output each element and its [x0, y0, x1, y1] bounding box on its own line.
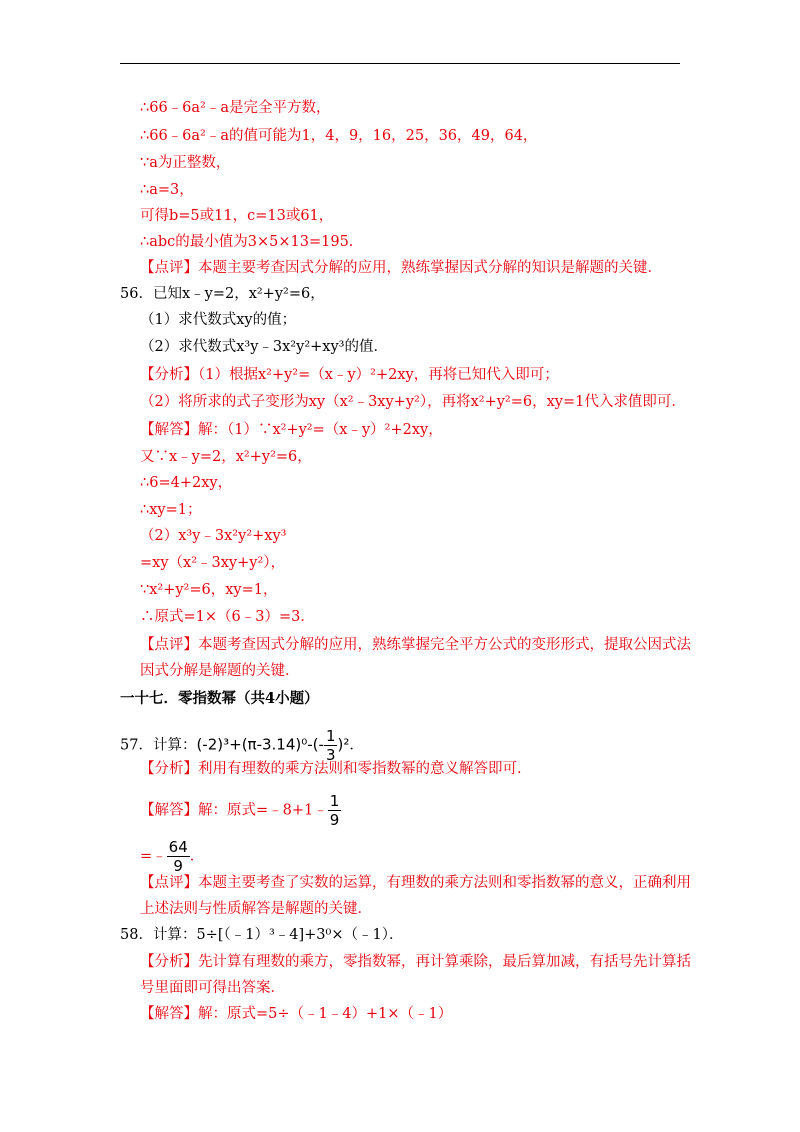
problem-57-end: ． [349, 737, 364, 754]
analysis-line: 【分析】（1）根据x²+y²=（x﹣y）²+2xy，再将已知代入即可； [140, 367, 559, 383]
solution-line: （2）x³y﹣3x²y²+xy³ [140, 528, 287, 544]
solution-line: 可得b=5或11，c=13或61， [140, 208, 334, 224]
fraction-denominator: 9 [173, 857, 183, 875]
solution-text: 【解答】解：原式=﹣8+1﹣ [140, 802, 328, 819]
analysis-line: 号里面即可得出答案． [140, 980, 285, 996]
comment-line: 【点评】本题主要考查了实数的运算，有理数的乘方法则和零指数幂的意义，正确利用 [140, 875, 691, 891]
solution-line: 【解答】解：原式=5÷（﹣1﹣4）+1×（﹣1） [140, 1006, 453, 1022]
comment-line: 因式分解是解题的关键． [140, 663, 300, 679]
solution-line: ∴66﹣6a²﹣a是完全平方数， [140, 100, 331, 116]
comment-line: 上述法则与性质解答是解题的关键． [140, 901, 372, 917]
solution-line: 【解答】解：（1）∵x²+y²=（x﹣y）²+2xy， [140, 422, 443, 438]
solution-fraction [167, 838, 190, 875]
solution-line: ∵a为正整数， [140, 155, 231, 171]
solution-line: ∴a=3， [140, 182, 194, 198]
fraction-denominator: 9 [329, 811, 340, 829]
problem-57-expression-end: )² [337, 735, 350, 754]
fraction-numerator: 1 [325, 727, 336, 745]
problem-56-part-2: （2）求代数式x³y﹣3x²y²+xy³的值． [140, 339, 388, 355]
solution-line: ∴原式=1×（6﹣3）=3． [140, 609, 315, 625]
solution-text: =﹣ [140, 848, 167, 865]
analysis-line: （2）将所求的式子变形为xy（x²﹣3xy+y²），再将x²+y²=6，xy=1代入求值即可． [140, 394, 686, 410]
problem-57-prefix: 57．计算： [120, 737, 197, 754]
solution-line: =xy（x²﹣3xy+y²）， [140, 555, 286, 571]
solution-end: ． [189, 848, 205, 865]
comment-line: 【点评】本题主要考查因式分解的应用，熟练掌握因式分解的知识是解题的关键． [140, 260, 662, 276]
solution-line: ∴xy=1； [140, 502, 202, 518]
solution-line: 又∵x﹣y=2，x²+y²=6， [140, 449, 312, 465]
fraction-denominator: 3 [325, 746, 336, 764]
fraction-numerator: 64 [168, 838, 188, 856]
analysis-line: 【分析】利用有理数的乘方法则和零指数幂的意义解答即可． [140, 761, 532, 777]
solution-line-57-a [140, 792, 341, 829]
comment-line: 【点评】本题考查因式分解的应用，熟练掌握完全平方公式的变形形式，提取公因式法 [140, 637, 691, 653]
fraction-numerator: 1 [329, 792, 340, 810]
problem-56-statement: 56．已知x﹣y=2，x²+y²=6， [120, 286, 325, 302]
solution-line: ∴6=4+2xy， [140, 475, 233, 491]
header-rule [120, 63, 680, 64]
problem-56-part-1: （1）求代数式xy的值； [140, 312, 297, 328]
solution-fraction [328, 792, 342, 829]
solution-line: ∴abc的最小值为3×5×13=195． [140, 234, 364, 250]
section-heading: 一十七．零指数幂（共4小题） [120, 690, 319, 707]
solution-line: ∵x²+y²=6，xy=1， [140, 582, 278, 598]
analysis-line: 【分析】先计算有理数的乘方，零指数幂，再计算乘除，最后算加减，有括号先计算括 [140, 954, 691, 970]
solution-line-57-b [140, 838, 204, 875]
problem-57-expression: (-2)³+(π-3.14)⁰-(- [196, 735, 324, 754]
problem-58-statement: 58．计算：5÷[（﹣1）³﹣4]+3⁰×（﹣1）． [120, 927, 404, 943]
solution-line: ∴66﹣6a²﹣a的值可能为1，4，9，16，25，36，49，64， [140, 128, 538, 144]
